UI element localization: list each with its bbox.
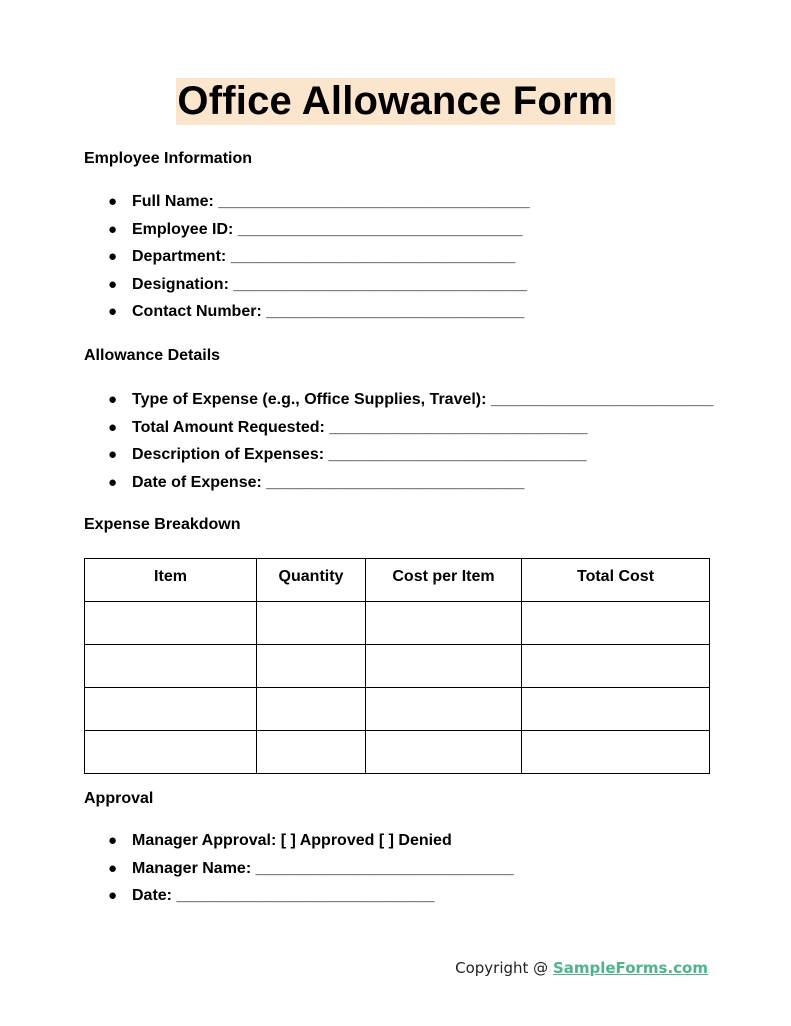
fill-blank[interactable]: _____________________________ (329, 418, 588, 436)
bullet-icon: ● (108, 446, 118, 464)
fill-blank[interactable]: _________________________________ (233, 275, 527, 293)
table-cell[interactable] (522, 645, 710, 688)
table-cell[interactable] (522, 731, 710, 774)
list-item (108, 248, 530, 276)
expense-breakdown-table (84, 558, 710, 774)
copyright-footer (455, 959, 708, 977)
brand-link[interactable]: SampleForms.com (552, 959, 708, 977)
list-item (108, 276, 530, 304)
fill-blank[interactable]: _____________________________ (176, 887, 435, 905)
list-item (108, 446, 713, 474)
section-heading-breakdown: Expense Breakdown (84, 516, 241, 533)
table-row (85, 602, 710, 645)
list-item (108, 860, 514, 888)
bullet-icon: ● (108, 220, 118, 238)
list-item (108, 887, 514, 915)
table-cell[interactable] (257, 645, 366, 688)
table-cell[interactable] (257, 688, 366, 731)
bullet-icon: ● (108, 859, 118, 877)
bullet-icon: ● (108, 275, 118, 293)
table-cell[interactable] (522, 602, 710, 645)
list-item (108, 221, 530, 249)
section-heading-employee: Employee Information (84, 150, 253, 167)
fill-blank[interactable]: ___________________________________ (218, 193, 530, 210)
field-label: Manager Name: (132, 859, 252, 877)
fill-blank[interactable]: ________________________________ (237, 220, 523, 238)
section-heading-approval: Approval (84, 790, 154, 807)
field-label: Date: (132, 887, 173, 905)
table-row (85, 688, 710, 731)
fill-blank[interactable]: ________________________________ (230, 248, 516, 266)
field-label: Contact Number: (132, 303, 262, 321)
bullet-icon: ● (108, 303, 118, 321)
list-item (108, 193, 530, 221)
list-item (108, 474, 713, 502)
field-label: Type of Expense (e.g., Office Supplies, Travel): (132, 391, 487, 408)
table-cell[interactable] (366, 602, 522, 645)
field-label: Designation: (132, 275, 229, 293)
table-cell[interactable] (257, 731, 366, 774)
fill-blank[interactable]: _____________________________ (328, 446, 587, 464)
table-cell[interactable] (85, 645, 257, 688)
list-item (108, 391, 713, 419)
fill-blank[interactable]: _________________________ (490, 391, 714, 408)
table-row (85, 645, 710, 688)
field-label: Description of Expenses: (132, 446, 325, 464)
list-item (108, 419, 713, 447)
field-label: Full Name: (132, 193, 214, 210)
bullet-icon: ● (108, 248, 118, 266)
column-header-item: Item (85, 559, 257, 602)
fill-blank[interactable]: _____________________________ (266, 473, 525, 491)
column-header-total-cost: Total Cost (522, 559, 710, 602)
page-title: Office Allowance Form (177, 79, 614, 123)
title-wrap (0, 78, 791, 125)
copyright-text: Copyright @ (455, 959, 553, 977)
field-label: Date of Expense: (132, 473, 262, 491)
fill-blank[interactable]: _____________________________ (255, 859, 514, 877)
bullet-icon: ● (108, 473, 118, 491)
employee-fields-list (108, 193, 530, 331)
column-header-cost-per-item: Cost per Item (366, 559, 522, 602)
column-header-quantity: Quantity (257, 559, 366, 602)
table-cell[interactable] (257, 602, 366, 645)
approval-fields-list (108, 832, 514, 915)
table-cell[interactable] (366, 731, 522, 774)
table-cell[interactable] (85, 602, 257, 645)
table-cell[interactable] (85, 731, 257, 774)
bullet-icon: ● (108, 418, 118, 436)
allowance-fields-list (108, 391, 713, 501)
table-cell[interactable] (85, 688, 257, 731)
bullet-icon: ● (108, 391, 118, 408)
section-heading-allowance: Allowance Details (84, 347, 221, 364)
field-label: Manager Approval: [ ] Approved [ ] Denied (132, 832, 452, 849)
table-cell[interactable] (522, 688, 710, 731)
table-row (85, 731, 710, 774)
bullet-icon: ● (108, 887, 118, 905)
field-label: Total Amount Requested: (132, 418, 325, 436)
table-cell[interactable] (366, 645, 522, 688)
bullet-icon: ● (108, 832, 118, 849)
table-cell[interactable] (366, 688, 522, 731)
field-label: Department: (132, 248, 227, 266)
table-header-row (85, 559, 710, 602)
list-item (108, 303, 530, 331)
bullet-icon: ● (108, 193, 118, 210)
field-label: Employee ID: (132, 220, 234, 238)
fill-blank[interactable]: _____________________________ (266, 303, 525, 321)
list-item (108, 832, 514, 860)
